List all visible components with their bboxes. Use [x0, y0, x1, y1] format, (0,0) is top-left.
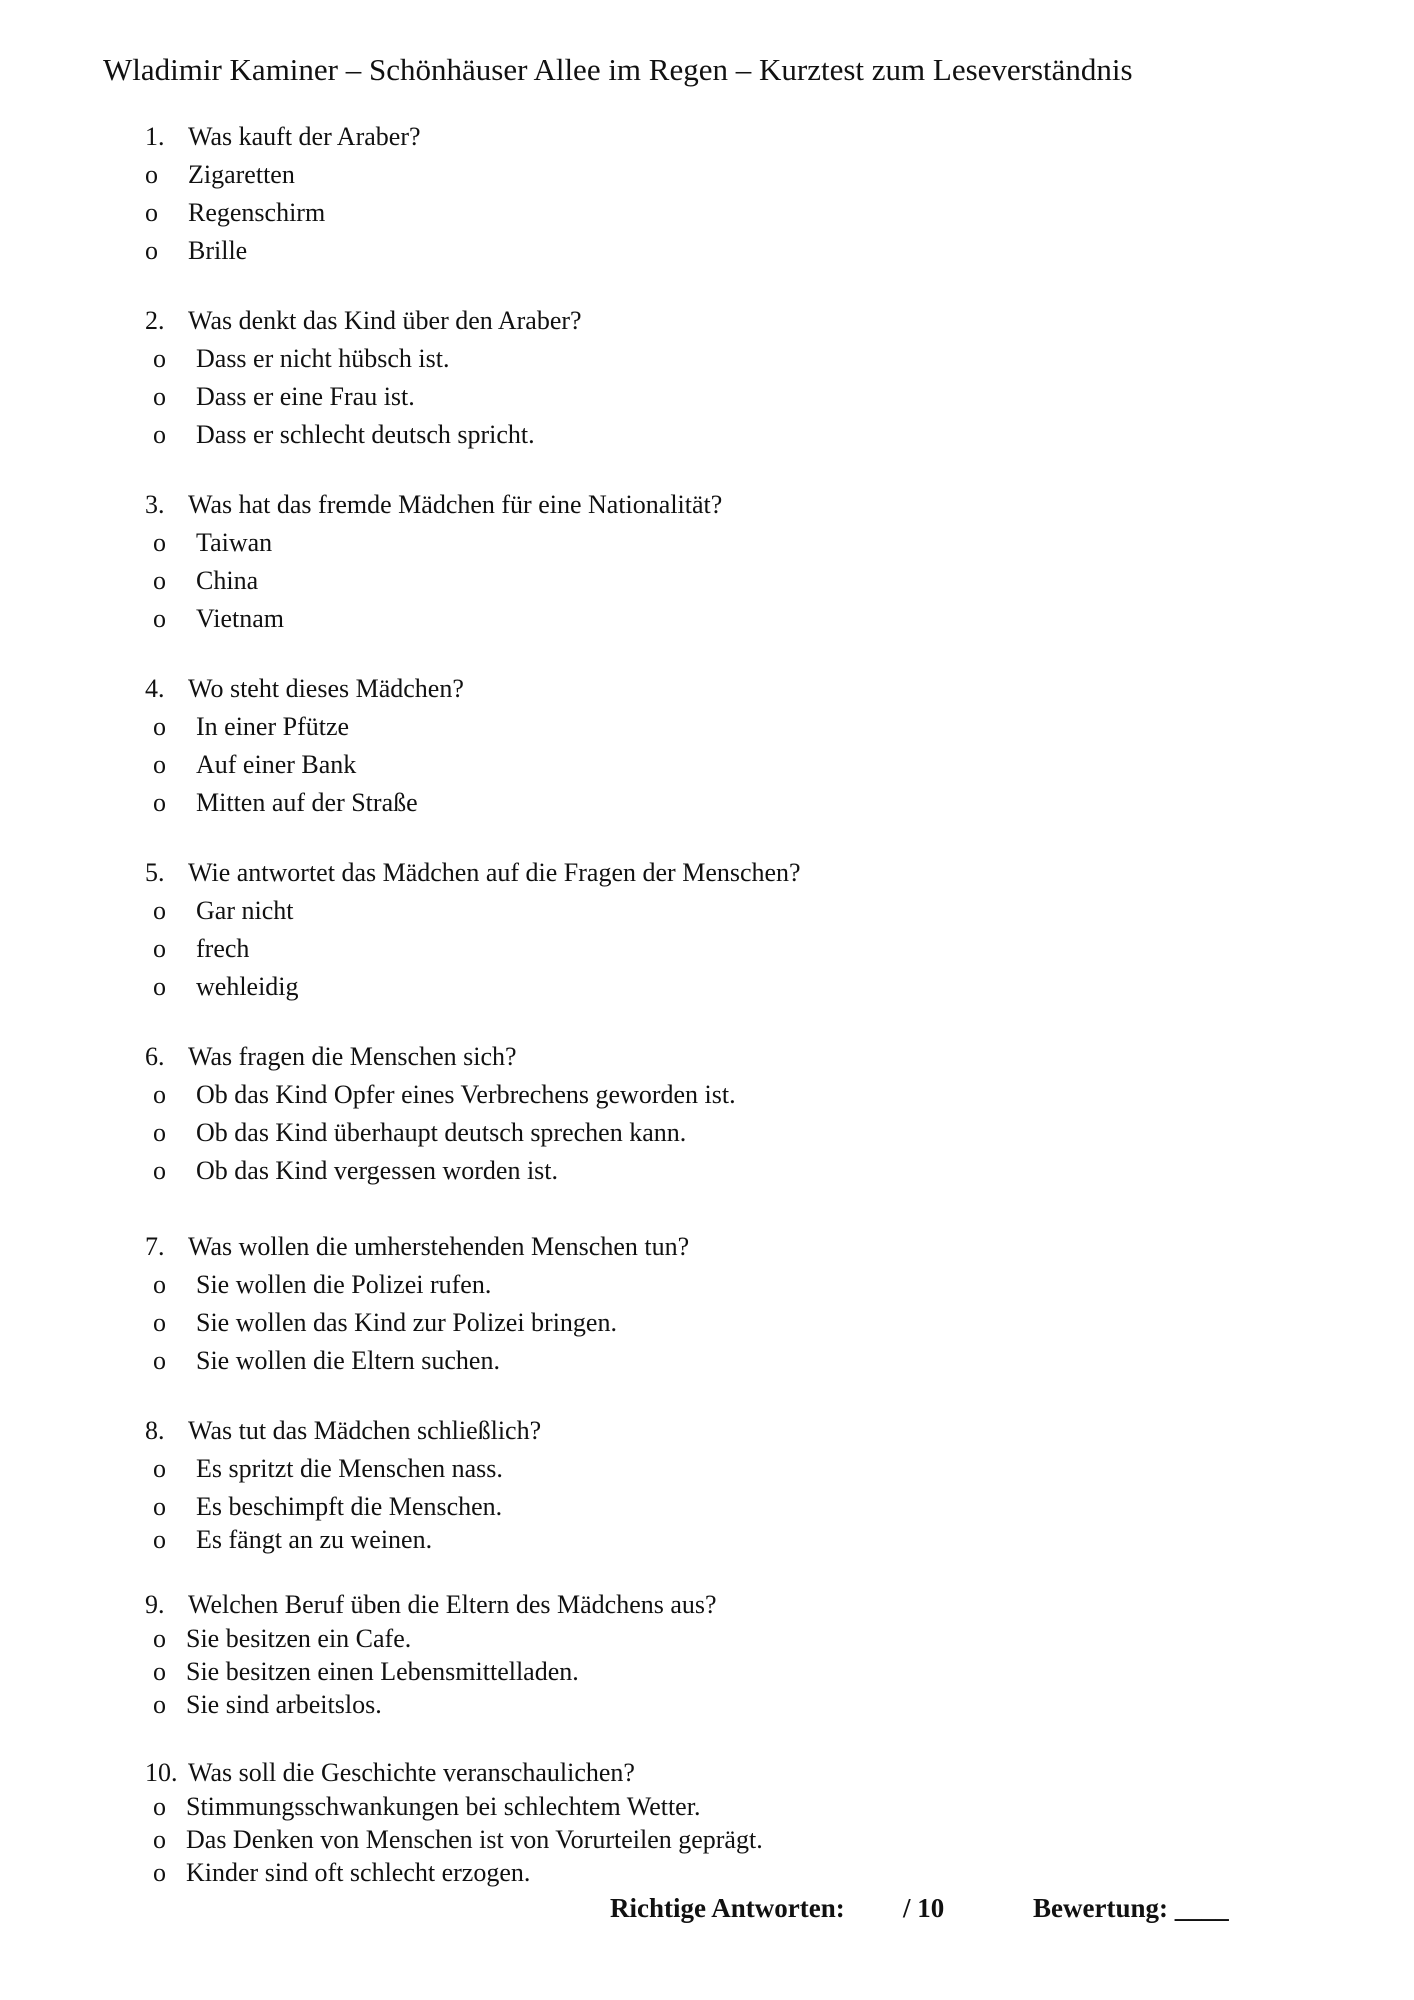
question-text: Was fragen die Menschen sich? [188, 1042, 517, 1071]
option-radio[interactable]: o [153, 1624, 166, 1653]
option-text: Ob das Kind Opfer eines Verbrechens geworden ist. [196, 1080, 736, 1109]
option-radio[interactable]: o [153, 604, 166, 633]
option-text: Zigaretten [188, 160, 295, 189]
question-text: Wo steht dieses Mädchen? [188, 674, 464, 703]
option-text: Dass er nicht hübsch ist. [196, 344, 450, 373]
option-text: Regenschirm [188, 198, 326, 227]
option-radio[interactable]: o [153, 1156, 166, 1185]
option-radio[interactable]: o [153, 528, 166, 557]
option-text: Es spritzt die Menschen nass. [196, 1454, 503, 1483]
page-title: Wladimir Kaminer – Schönhäuser Allee im Regen – Kurztest zum Leseverständnis [103, 52, 1133, 87]
correct-answers-total: / 10 [903, 1893, 945, 1923]
option-radio[interactable]: o [153, 1690, 166, 1719]
option-radio[interactable]: o [153, 1454, 166, 1483]
option-text: Mitten auf der Straße [196, 788, 418, 817]
question-text: Was kauft der Araber? [188, 122, 421, 151]
option-text: Auf einer Bank [196, 750, 357, 779]
option-radio[interactable]: o [153, 1118, 166, 1147]
rating-label: Bewertung: ____ [1033, 1893, 1229, 1923]
option-radio[interactable]: o [153, 788, 166, 817]
option-radio[interactable]: o [153, 1525, 166, 1554]
option-radio[interactable]: o [145, 236, 158, 265]
option-radio[interactable]: o [153, 420, 166, 449]
question-number: 5. [145, 858, 165, 887]
option-radio[interactable]: o [153, 1792, 166, 1821]
correct-answers-label: Richtige Antworten: [610, 1893, 845, 1923]
question-number: 7. [145, 1232, 165, 1261]
option-text: Es fängt an zu weinen. [196, 1525, 433, 1554]
option-radio[interactable]: o [153, 1346, 166, 1375]
option-text: frech [196, 934, 250, 963]
question-number: 4. [145, 674, 165, 703]
option-text: Kinder sind oft schlecht erzogen. [186, 1858, 531, 1887]
option-text: Sie sind arbeitslos. [186, 1690, 382, 1719]
question-text: Was denkt das Kind über den Araber? [188, 306, 582, 335]
option-radio[interactable]: o [153, 1308, 166, 1337]
option-text: Das Denken von Menschen ist von Vorurteilen geprägt. [186, 1825, 763, 1854]
option-text: Taiwan [196, 528, 273, 557]
option-radio[interactable]: o [153, 712, 166, 741]
question-number: 2. [145, 306, 165, 335]
question-number: 8. [145, 1416, 165, 1445]
question-number: 10. [145, 1758, 178, 1787]
option-radio[interactable]: o [153, 1080, 166, 1109]
option-text: Stimmungsschwankungen bei schlechtem Wetter. [186, 1792, 701, 1821]
option-text: Sie besitzen ein Cafe. [186, 1624, 412, 1653]
option-text: Ob das Kind überhaupt deutsch sprechen kann. [196, 1118, 687, 1147]
option-text: Sie wollen die Polizei rufen. [196, 1270, 492, 1299]
question-text: Welchen Beruf üben die Eltern des Mädchens aus? [188, 1590, 717, 1619]
option-text: Es beschimpft die Menschen. [196, 1492, 503, 1521]
option-text: Sie wollen die Eltern suchen. [196, 1346, 500, 1375]
question-text: Was soll die Geschichte veranschaulichen? [188, 1758, 635, 1787]
question-text: Was wollen die umherstehenden Menschen tun? [188, 1232, 690, 1261]
option-text: Dass er eine Frau ist. [196, 382, 415, 411]
option-text: China [196, 566, 259, 595]
option-text: In einer Pfütze [196, 712, 350, 741]
question-number: 1. [145, 122, 165, 151]
question-number: 3. [145, 490, 165, 519]
option-radio[interactable]: o [153, 1492, 166, 1521]
question-text: Wie antwortet das Mädchen auf die Fragen der Menschen? [188, 858, 801, 887]
question-text: Was hat das fremde Mädchen für eine Nationalität? [188, 490, 723, 519]
option-radio[interactable]: o [153, 934, 166, 963]
option-text: Sie wollen das Kind zur Polizei bringen. [196, 1308, 617, 1337]
question-text: Was tut das Mädchen schließlich? [188, 1416, 542, 1445]
option-text: Vietnam [196, 604, 284, 633]
option-radio[interactable]: o [153, 896, 166, 925]
option-radio[interactable]: o [153, 382, 166, 411]
option-radio[interactable]: o [145, 198, 158, 227]
option-text: Ob das Kind vergessen worden ist. [196, 1156, 559, 1185]
option-text: Gar nicht [196, 896, 294, 925]
option-text: wehleidig [196, 972, 299, 1001]
option-radio[interactable]: o [153, 566, 166, 595]
option-text: Dass er schlecht deutsch spricht. [196, 420, 535, 449]
option-radio[interactable]: o [145, 160, 158, 189]
question-number: 9. [145, 1590, 165, 1619]
option-radio[interactable]: o [153, 750, 166, 779]
option-radio[interactable]: o [153, 1858, 166, 1887]
option-radio[interactable]: o [153, 972, 166, 1001]
option-text: Sie besitzen einen Lebensmittelladen. [186, 1657, 579, 1686]
option-radio[interactable]: o [153, 344, 166, 373]
option-text: Brille [188, 236, 248, 265]
option-radio[interactable]: o [153, 1825, 166, 1854]
question-number: 6. [145, 1042, 165, 1071]
option-radio[interactable]: o [153, 1657, 166, 1686]
option-radio[interactable]: o [153, 1270, 166, 1299]
